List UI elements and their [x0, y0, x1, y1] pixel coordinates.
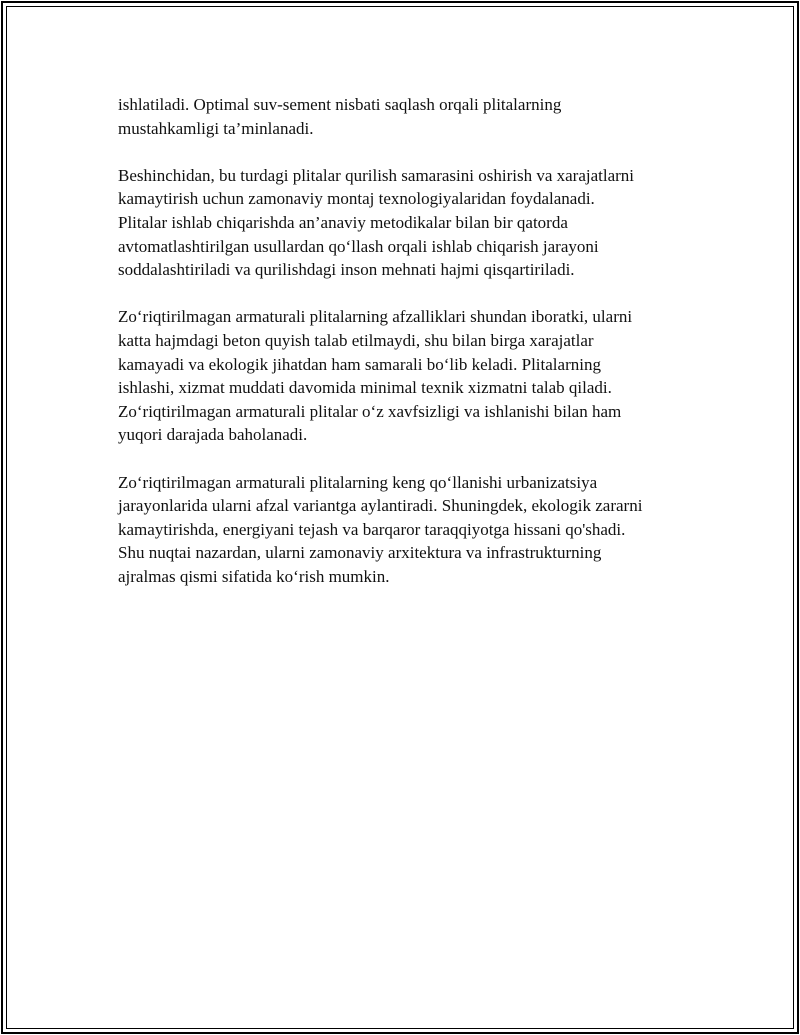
paragraph-4: Zo‘riqtirilmagan armaturali plitalarning keng qo‘llanishi urbanizatsiya jarayonlarida ularni afzal variantga aylantiradi. Shuningdek, ekologik zararni kamaytirishda, energiyani tejash va barqaror taraqqiyotga hissani qo'shadi. Shu nuqtai nazardan, ularni zamonaviy arxitektura va infrastrukturning ajralmas qismi sifatida ko‘rish mumkin.	[118, 472, 643, 586]
paragraph-3: Zo‘riqtirilmagan armaturali plitalarning afzalliklari shundan iboratki, ularni katta hajmdagi beton quyish talab etilmaydi, shu bilan birga xarajatlar kamayadi va ekologik jihatdan ham samarali bo‘lib keladi. Plitalarning ishlashi, xizmat muddati davomida minimal texnik xizmatni talab qiladi. Zo‘riqtirilmagan armaturali plitalar o‘z xavfsizligi va ishlanishi bilan ham yuqori darajada baholanadi.	[118, 307, 633, 445]
document-body	[118, 93, 708, 612]
paragraph-2: Beshinchidan, bu turdagi plitalar qurilish samarasini oshirish va xarajatlarni kamaytirish uchun zamonaviy montaj texnologiyalaridan foydalanadi. Plitalar ishlab chiqarishda an’anaviy metodikalar bilan bir qatorda avtomatlashtirilgan usullardan qo‘llash orqali ishlab chiqarish jarayoni soddalashtiriladi va qurilishdagi inson mehnati hajmi qisqartiriladi.	[118, 165, 635, 280]
paragraph-1: ishlatiladi. Optimal suv-sement nisbati saqlash orqali plitalarning mustahkamligi ta’minlanadi.	[118, 95, 562, 138]
